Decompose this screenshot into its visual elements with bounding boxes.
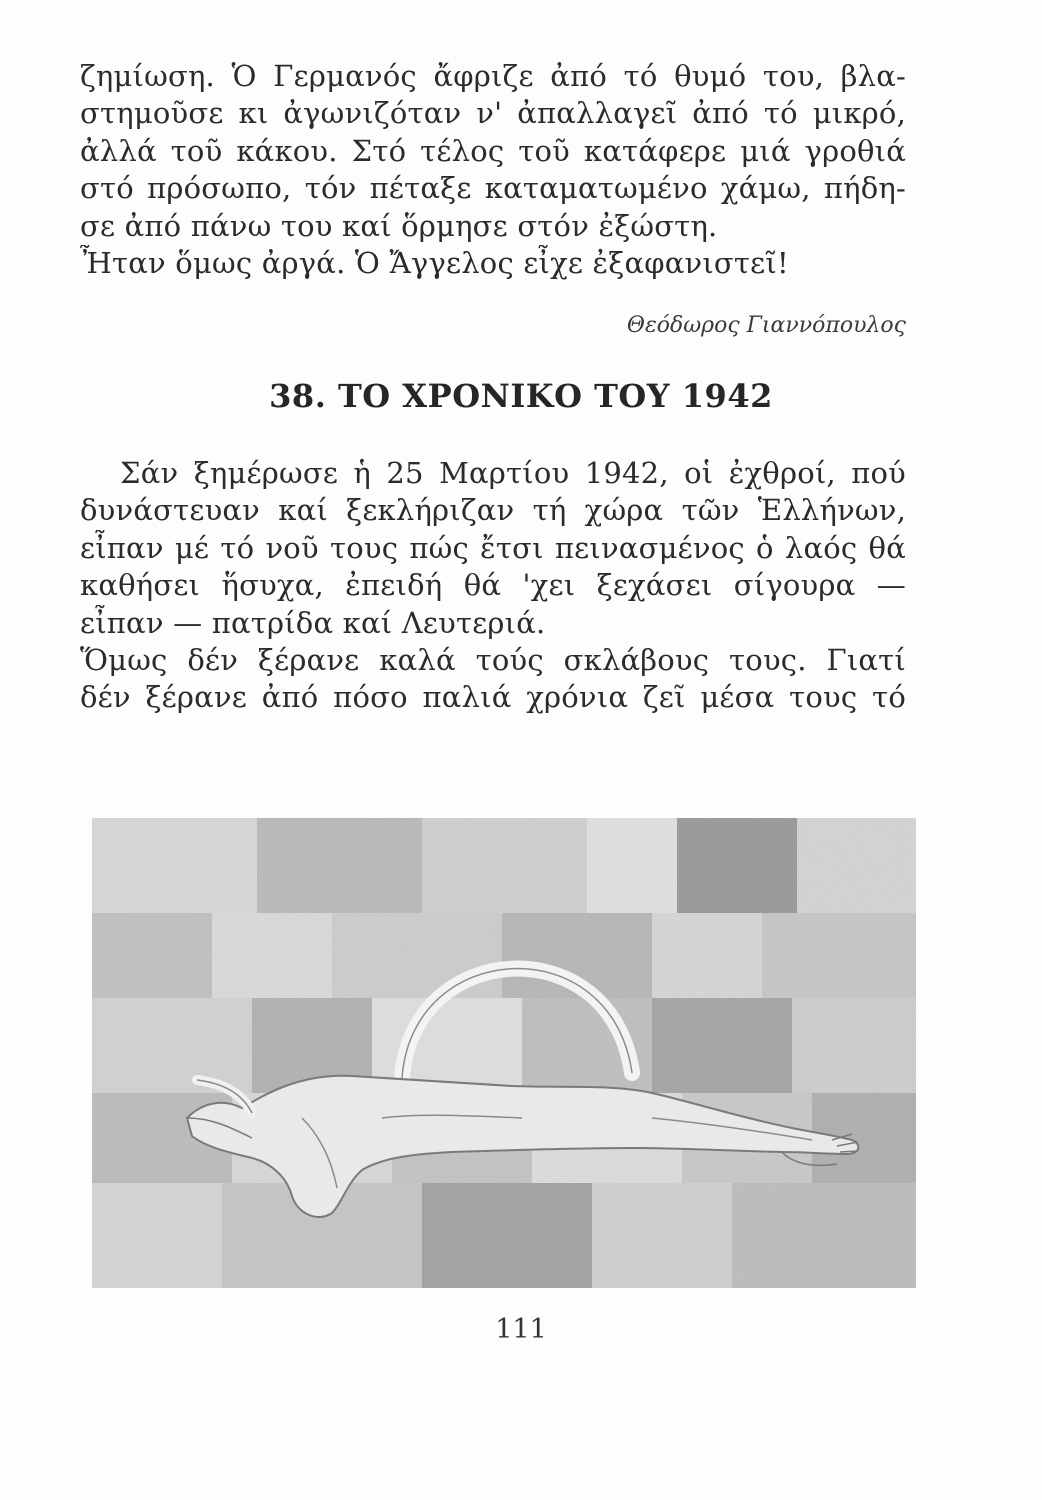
checkered-background [92,818,916,1288]
author-signature: Θεόδωρος Γιαννόπουλος [626,313,906,338]
chapter-title: 38. ΤΟ ΧΡΟΝΙΚΟ ΤΟΥ 1942 [269,377,773,415]
text-line: ζημίωση. Ὁ Γερμανός ἄφριζε ἀπό τό θυμό του, βλα- [80,59,906,93]
page-number: 111 [495,1314,547,1345]
story-ending-paragraph [80,58,906,282]
text-line: δέν ξέρανε ἀπό πόσο παλιά χρόνια ζεῖ μέσα τους τό [80,680,906,715]
text-line: σε ἀπό πάνω του καί ὅρμησε στόν ἐξώστη. [80,208,718,243]
text-line: δυνάστευαν καί ξεκλήριζαν τή χώρα τῶν Ἑλλήνων, [80,493,906,528]
text-line: εἶπαν μέ τό νοῦ τους πώς ἔτσι πεινασμένος ὁ λαός θά [80,530,906,565]
text-line: Ἦταν ὅμως ἀργά. Ὁ Ἄγγελος εἶχε ἐξαφανιστεῖ! [80,245,789,280]
text-line: ἀλλά τοῦ κάκου. Στό τέλος τοῦ κατάφερε μιά γροθιά [80,133,906,168]
illustration-fallen-figure [92,818,916,1288]
text-line: Ὅμως δέν ξέρανε καλά τούς σκλάβους τους. Γιατί [80,642,906,677]
chapter-body-paragraph [80,455,906,717]
text-line: εἶπαν — πατρίδα καί Λευτεριά. [80,605,546,640]
text-line: στημοῦσε κι ἀγωνιζόταν ν' ἀπαλλαγεῖ ἀπό τό μικρό, [80,96,906,131]
text-line: καθήσει ἥσυχα, ἐπειδή θά 'χει ξεχάσει σίγουρα — [80,568,906,603]
text-line: στό πρόσωπο, τόν πέταξε καταματωμένο χάμω, πήδη- [80,171,906,206]
text-line: Σάν ξημέρωσε ἡ 25 Μαρτίου 1942, οἱ ἐχθροί, πού [120,456,906,490]
